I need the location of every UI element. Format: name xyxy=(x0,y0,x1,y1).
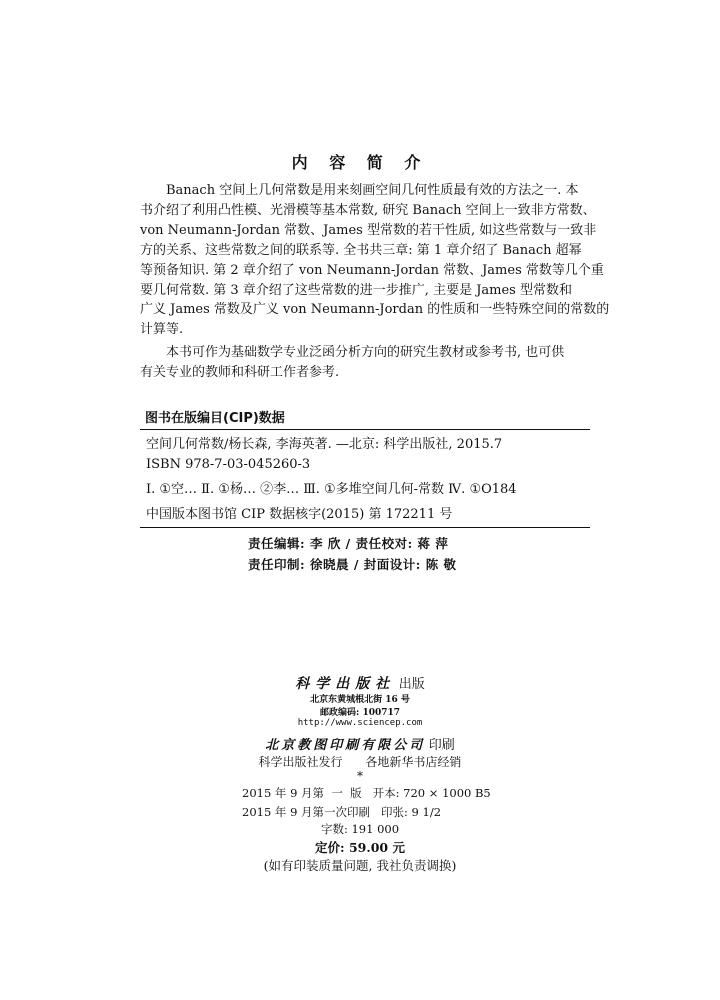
cip-line-2: ISBN 978-7-03-045260-3 xyxy=(146,457,311,472)
summary-line: 书介绍了利用凸性模、光滑模等基本常数, 研究 Banach 空间上一致非方常数、 xyxy=(140,202,596,218)
cip-line-4: 中国版本图书馆 CIP 数据核字(2015) 第 172211 号 xyxy=(146,507,453,522)
cip-top-rule xyxy=(140,429,590,430)
edition-line: 2015 年 9 月第 一 版 开本: 720 × 1000 B5 xyxy=(242,786,491,800)
cip-bottom-rule xyxy=(140,527,590,528)
summary-line: 方的关系、这些常数之间的联系等. 全书共三章: 第 1 章介绍了 Banach 超幂 xyxy=(140,242,582,258)
word-count: 字数: 191 000 xyxy=(320,822,400,836)
cip-line-1: 空间几何常数/杨长森, 李海英著. —北京: 科学出版社, 2015.7 xyxy=(146,437,503,452)
printer-suffix: 印刷 xyxy=(428,738,455,753)
printer-line xyxy=(0,734,720,753)
price: 定价: 59.00 元 xyxy=(315,840,405,855)
summary-paragraph-1 xyxy=(140,181,610,340)
summary-line: 本书可作为基础数学专业泛函分析方向的研究生教材或参考书, 也可供 xyxy=(166,345,565,361)
publisher-address: 北京东黄城根北街 16 号 xyxy=(310,695,410,705)
summary-line: 等预备知识. 第 2 章介绍了 von Neumann-Jordan 常数、James 常数等几个重 xyxy=(140,262,604,278)
publisher-url: http://www.sciencep.com xyxy=(297,718,423,728)
publisher-suffix: 出版 xyxy=(398,677,425,692)
summary-line: 有关专业的教师和科研工作者参考. xyxy=(140,365,340,381)
summary-title: 内 容 简 介 xyxy=(291,153,429,172)
cip-line-3: Ⅰ. ①空… Ⅱ. ①杨… ②李… Ⅲ. ①多堆空间几何-常数 Ⅳ. ①O184 xyxy=(146,482,517,497)
summary-body xyxy=(140,181,610,383)
publisher-logo: 科学出版社 xyxy=(295,676,396,692)
editors-line-1: 责任编辑: 李 欣 / 责任校对: 蒋 萍 xyxy=(248,536,449,551)
publisher-postcode: 邮政编码: 100717 xyxy=(319,708,401,718)
separator-star: * xyxy=(357,769,363,783)
cip-heading: 图书在版编目(CIP)数据 xyxy=(145,411,285,426)
printing-line: 2015 年 9 月第一次印刷 印张: 9 1/2 xyxy=(242,805,442,819)
summary-paragraph-2 xyxy=(140,343,590,383)
summary-line: von Neumann-Jordan 常数、James 型常数的若干性质, 如这些常数与一致非 xyxy=(140,222,597,238)
summary-line: 要几何常数. 第 3 章介绍了这些常数的进一步推广, 主要是 James 型常数和 xyxy=(140,282,572,298)
printer-logo: 北京教图印刷有限公司 xyxy=(265,738,426,753)
summary-line: 计算等. xyxy=(140,322,184,338)
summary-line: 广义 James 常数及广义 von Neumann-Jordan 的性质和一些特殊空间的常数的 xyxy=(140,302,610,318)
publisher-line xyxy=(0,673,720,693)
distribution-line: 科学出版社发行 各地新华书店经销 xyxy=(258,755,462,769)
quality-notice: (如有印装质量问题, 我社负责调换) xyxy=(263,858,457,873)
editors-line-2: 责任印制: 徐晓晨 / 封面设计: 陈 敬 xyxy=(248,557,457,572)
summary-line: Banach 空间上几何常数是用来刻画空间几何性质最有效的方法之一. 本 xyxy=(166,183,579,198)
